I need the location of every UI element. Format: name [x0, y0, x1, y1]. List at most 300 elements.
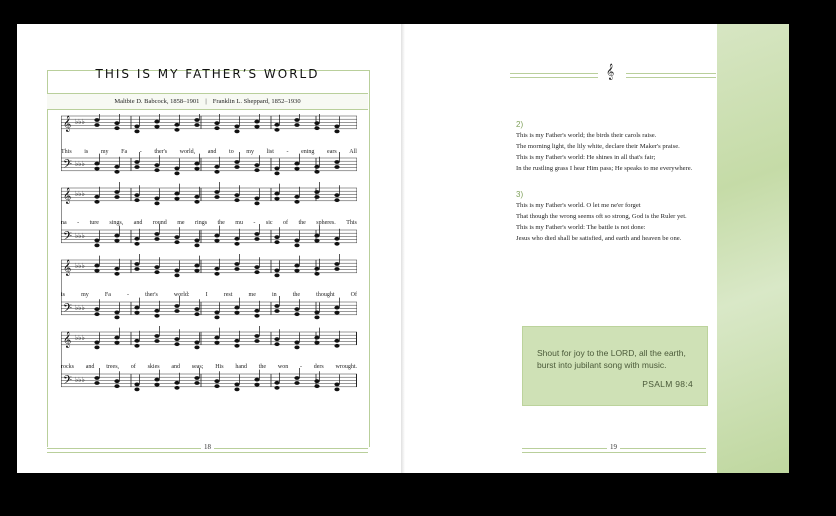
lyric-syllable: - [77, 220, 80, 226]
lyric-syllable: sings, [109, 220, 124, 226]
note-head [94, 162, 99, 166]
note-head [234, 160, 239, 164]
lyric-syllable: the [298, 220, 306, 226]
note-head [314, 121, 319, 125]
note-head [254, 270, 259, 274]
note-head [174, 269, 179, 273]
note-head [214, 239, 219, 243]
note-head [174, 342, 179, 346]
verse-2-number: 2) [516, 120, 524, 129]
note-head [194, 376, 199, 380]
lyric-syllable: me [177, 220, 185, 226]
note-head [294, 341, 299, 345]
lyric-syllable: - [126, 292, 129, 298]
lyric-syllable: the [258, 364, 267, 370]
note-head [334, 383, 339, 387]
key-signature-icon: ♭♭♭ [75, 160, 85, 168]
note-head [334, 311, 339, 315]
composer-credit: Franklin L. Sheppard, 1852–1930 [212, 98, 301, 105]
note-head [174, 274, 179, 278]
lyric-syllable: my [100, 149, 109, 155]
note-head [314, 341, 319, 345]
note-head [94, 264, 99, 268]
note-head [134, 130, 139, 134]
note-head [94, 381, 99, 385]
note-head [254, 265, 259, 269]
treble-clef-ornament [510, 65, 716, 80]
note-head [94, 269, 99, 273]
note-head [154, 237, 159, 241]
note-head [234, 262, 239, 266]
note-head [334, 344, 339, 348]
verse-line: This is my Father's world. O let me ne'er forget [516, 202, 641, 209]
note-head [274, 386, 279, 390]
verse-2 [516, 130, 692, 174]
note-head [214, 384, 219, 388]
lyric-syllable: and [85, 364, 95, 370]
note-head [214, 341, 219, 345]
lyric-syllable: world: [173, 292, 190, 298]
lyric-syllable: Fa [104, 292, 111, 298]
note-head [274, 342, 279, 346]
note-head [114, 272, 119, 276]
note-head [94, 118, 99, 122]
note-head [274, 192, 279, 196]
note-head [214, 267, 219, 271]
note-head [114, 384, 119, 388]
note-head [214, 121, 219, 125]
note-head [294, 346, 299, 350]
note-head [194, 269, 199, 273]
note-head [174, 386, 179, 390]
note-head [274, 128, 279, 132]
note-head [134, 165, 139, 169]
bass-clef-icon: 𝄢 [63, 231, 73, 246]
note-head [154, 265, 159, 269]
lyric-syllable: - [286, 149, 289, 155]
note-head [334, 306, 339, 310]
note-head [134, 311, 139, 315]
lyric-syllable: ther's [154, 149, 168, 155]
note-head [214, 126, 219, 130]
note-head [174, 172, 179, 176]
note-head [334, 388, 339, 392]
note-head [114, 195, 119, 199]
lyric-syllable: of [130, 364, 136, 370]
note-head [274, 123, 279, 127]
note-head [194, 167, 199, 171]
note-head [134, 306, 139, 310]
left-page [17, 24, 403, 473]
note-head [214, 379, 219, 383]
note-head [194, 239, 199, 243]
note-head [94, 307, 99, 311]
lyric-syllable: This [61, 149, 72, 155]
lyric-syllable: I [205, 292, 208, 298]
verse-3-number: 3) [516, 190, 524, 199]
note-head [154, 309, 159, 313]
scripture-callout [522, 326, 708, 406]
lyric-line-2 [61, 220, 357, 226]
note-head [314, 239, 319, 243]
note-head [194, 312, 199, 316]
note-head [114, 234, 119, 238]
watercolor-wash-right [717, 24, 789, 473]
note-head [254, 168, 259, 172]
note-head [134, 383, 139, 387]
note-head [94, 239, 99, 243]
note-head [254, 232, 259, 236]
note-head [194, 341, 199, 345]
note-head [234, 125, 239, 129]
note-head [174, 128, 179, 132]
composer-credits [47, 93, 368, 110]
note-head [94, 312, 99, 316]
note-head [254, 197, 259, 201]
note-head [314, 170, 319, 174]
note-head [134, 267, 139, 271]
note-head [194, 200, 199, 204]
key-signature-icon: ♭♭♭ [75, 232, 85, 240]
music-notation [61, 114, 357, 404]
note-head [314, 126, 319, 130]
note-head [194, 162, 199, 166]
note-head [234, 339, 239, 343]
bass-clef-icon: 𝄢 [63, 159, 73, 174]
note-head [234, 267, 239, 271]
note-head [194, 195, 199, 199]
hymn-title: THIS IS MY FATHER’S WORLD [95, 67, 320, 81]
note-head [194, 118, 199, 122]
lyric-syllable: world, [179, 149, 196, 155]
note-head [194, 244, 199, 248]
note-head [334, 160, 339, 164]
note-head [334, 339, 339, 343]
note-head [154, 197, 159, 201]
key-signature-icon: ♭♭♭ [75, 334, 85, 342]
note-head [314, 384, 319, 388]
note-head [114, 267, 119, 271]
note-head [194, 381, 199, 385]
note-head [174, 240, 179, 244]
key-signature-icon: ♭♭♭ [75, 376, 85, 384]
lyric-syllable: Fa [121, 149, 128, 155]
lyric-syllable: hand [235, 364, 247, 370]
lyric-syllable: na [61, 220, 67, 226]
note-head [234, 311, 239, 315]
note-head [274, 235, 279, 239]
lyric-syllable: trees, [106, 364, 120, 370]
treble-clef-icon: 𝄞 [606, 65, 615, 80]
note-head [134, 344, 139, 348]
note-head [294, 200, 299, 204]
note-head [94, 341, 99, 345]
note-head [314, 336, 319, 340]
note-head [134, 339, 139, 343]
note-head [194, 264, 199, 268]
note-head [154, 378, 159, 382]
lyric-syllable: me [248, 292, 256, 298]
note-head [254, 314, 259, 318]
note-head [174, 192, 179, 196]
note-head [134, 125, 139, 129]
note-head [234, 383, 239, 387]
treble-clef-icon: 𝄞 [63, 261, 72, 276]
note-head [214, 170, 219, 174]
note-head [154, 383, 159, 387]
note-head [274, 381, 279, 385]
note-head [194, 307, 199, 311]
note-head [274, 197, 279, 201]
note-head [254, 163, 259, 167]
note-head [234, 193, 239, 197]
verse-line: That though the wrong seems oft so strong, God is the Ruler yet. [516, 213, 687, 220]
lyric-syllable: my [81, 292, 89, 298]
note-head [174, 304, 179, 308]
lyric-syllable: in [271, 292, 277, 298]
lyric-syllable: the [217, 220, 225, 226]
note-head [214, 311, 219, 315]
note-head [334, 198, 339, 202]
note-head [234, 242, 239, 246]
lyric-syllable: and [207, 149, 217, 155]
note-head [314, 165, 319, 169]
note-head [94, 123, 99, 127]
scripture-quote-line: burst into jubilant song with music. [537, 360, 667, 370]
note-head [254, 334, 259, 338]
lyric-syllable: and [171, 364, 180, 370]
key-signature-icon: ♭♭♭ [75, 118, 85, 126]
verse-line: In the rustling grass I hear Him pass; He speaks to me everywhere. [516, 165, 693, 172]
note-head [174, 235, 179, 239]
note-head [154, 270, 159, 274]
note-head [314, 267, 319, 271]
lyric-syllable: seas; [191, 364, 204, 370]
note-head [134, 193, 139, 197]
left-page-number: 18 [201, 443, 214, 451]
note-head [114, 165, 119, 169]
note-head [114, 336, 119, 340]
note-head [134, 198, 139, 202]
lyric-line-4 [61, 364, 357, 370]
note-head [314, 234, 319, 238]
note-head [314, 272, 319, 276]
note-head [134, 242, 139, 246]
note-head [94, 346, 99, 350]
note-head [254, 202, 259, 206]
lyric-syllable: round [152, 220, 167, 226]
note-head [294, 307, 299, 311]
book-spread [17, 24, 789, 473]
note-head [114, 311, 119, 315]
lyric-syllable: ening [301, 149, 315, 155]
note-head [254, 309, 259, 313]
lyric-syllable: the [292, 292, 301, 298]
note-head [334, 130, 339, 134]
note-head [194, 346, 199, 350]
verse-line: This is my Father's world; the birds their carols raise. [516, 132, 657, 139]
right-page-number: 19 [607, 443, 620, 451]
lyric-syllable: ther's [145, 292, 158, 298]
note-head [274, 172, 279, 176]
note-head [114, 379, 119, 383]
note-head [214, 336, 219, 340]
note-head [274, 240, 279, 244]
note-head [174, 197, 179, 201]
lyric-syllable: ears [327, 149, 337, 155]
verse-line: This is my Father's world: He shines in all that's fair; [516, 154, 656, 161]
note-head [174, 381, 179, 385]
lyric-syllable: This [346, 220, 357, 226]
lyric-syllable: rings [195, 220, 208, 226]
lyric-syllable: and [133, 220, 143, 226]
note-head [174, 337, 179, 341]
note-head [154, 314, 159, 318]
note-head [314, 316, 319, 320]
scripture-quote [537, 347, 697, 371]
note-head [234, 344, 239, 348]
note-head [294, 239, 299, 243]
note-head [294, 123, 299, 127]
note-head [314, 190, 319, 194]
note-head [114, 126, 119, 130]
lyric-syllable: - [139, 149, 142, 155]
lyric-syllable: spheres. [316, 220, 336, 226]
note-head [94, 167, 99, 171]
lyric-syllable: His [215, 364, 224, 370]
lyric-syllable: my [246, 149, 254, 155]
lyric-syllable: list [266, 149, 274, 155]
note-head [154, 232, 159, 236]
note-head [214, 195, 219, 199]
note-head [274, 274, 279, 278]
note-head [294, 312, 299, 316]
note-head [154, 125, 159, 129]
note-head [134, 262, 139, 266]
note-head [294, 269, 299, 273]
note-head [294, 381, 299, 385]
note-head [254, 237, 259, 241]
note-head [294, 118, 299, 122]
note-head [334, 237, 339, 241]
note-head [114, 170, 119, 174]
note-head [174, 167, 179, 171]
note-head [294, 195, 299, 199]
key-signature-icon: ♭♭♭ [75, 262, 85, 270]
key-signature-icon: ♭♭♭ [75, 190, 85, 198]
lyric-syllable: All [349, 149, 357, 155]
note-head [174, 123, 179, 127]
note-head [214, 190, 219, 194]
note-head [114, 121, 119, 125]
note-head [214, 234, 219, 238]
treble-clef-icon: 𝄞 [63, 189, 72, 204]
note-head [254, 339, 259, 343]
note-head [134, 388, 139, 392]
note-head [154, 120, 159, 124]
note-head [334, 242, 339, 246]
note-head [94, 244, 99, 248]
verse-3 [516, 200, 687, 244]
note-head [314, 195, 319, 199]
note-head [114, 341, 119, 345]
note-head [334, 125, 339, 129]
note-head [254, 378, 259, 382]
note-head [254, 120, 259, 124]
note-head [294, 376, 299, 380]
lyric-syllable: won [277, 364, 289, 370]
note-head [274, 309, 279, 313]
verse-line: The morning light, the lily white, declare their Maker's praise. [516, 143, 680, 150]
note-head [214, 272, 219, 276]
note-head [294, 244, 299, 248]
note-head [274, 167, 279, 171]
treble-clef-icon: 𝄞 [63, 117, 72, 132]
note-head [334, 165, 339, 169]
treble-clef-icon: 𝄞 [63, 333, 72, 348]
lyric-syllable: Of [350, 292, 357, 298]
lyric-syllable: is [84, 149, 89, 155]
note-head [294, 162, 299, 166]
note-head [154, 339, 159, 343]
lyric-syllable: is [61, 292, 66, 298]
note-head [114, 190, 119, 194]
verse-line: Jesus who died shall be satisfied, and earth and heaven be one. [516, 235, 682, 242]
lyric-syllable: ders [313, 364, 324, 370]
note-head [154, 163, 159, 167]
lyric-syllable: - [299, 364, 302, 370]
bass-clef-icon: 𝄢 [63, 375, 73, 390]
note-head [214, 165, 219, 169]
note-head [154, 202, 159, 206]
note-head [94, 200, 99, 204]
note-head [134, 160, 139, 164]
note-head [114, 239, 119, 243]
note-head [234, 165, 239, 169]
scripture-reference: PSALM 98:4 [642, 379, 693, 389]
book-gutter-shadow [401, 24, 405, 473]
note-head [254, 125, 259, 129]
scripture-quote-line: Shout for joy to the LORD, all the earth, [537, 348, 686, 358]
lyric-syllable: sic [265, 220, 273, 226]
lyricist-credit: Maltbie D. Babcock, 1858–1901 [114, 98, 200, 105]
lyric-syllable: - [253, 220, 256, 226]
note-head [114, 316, 119, 320]
note-head [94, 195, 99, 199]
note-head [274, 337, 279, 341]
note-head [234, 306, 239, 310]
lyric-syllable: skies [147, 364, 160, 370]
note-head [234, 198, 239, 202]
lyric-syllable: wrought. [335, 364, 357, 370]
lyric-syllable: rest [223, 292, 233, 298]
lyric-syllable: of [282, 220, 288, 226]
verse-line: This is my Father's world: The battle is not done: [516, 224, 646, 231]
note-head [154, 334, 159, 338]
note-head [234, 130, 239, 134]
note-head [314, 311, 319, 315]
note-head [194, 123, 199, 127]
note-head [134, 237, 139, 241]
note-head [294, 264, 299, 268]
lyric-syllable: thought [316, 292, 335, 298]
lyric-syllable: to [229, 149, 234, 155]
note-head [234, 237, 239, 241]
note-head [334, 267, 339, 271]
lyric-syllable: ture [89, 220, 99, 226]
note-head [274, 269, 279, 273]
lyric-syllable: mu [235, 220, 243, 226]
